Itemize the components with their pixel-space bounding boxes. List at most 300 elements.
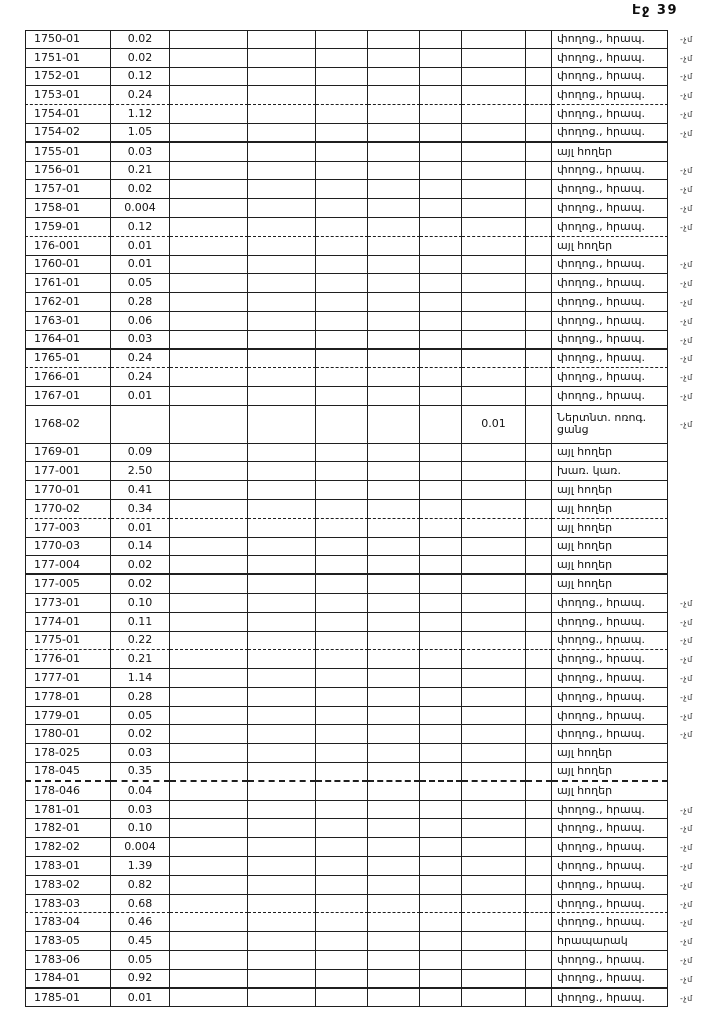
table-row <box>25 650 704 669</box>
empty-cell <box>420 895 462 914</box>
parcel-id-cell: 1753-01 <box>25 86 111 105</box>
empty-cell <box>248 387 316 406</box>
area-value-cell: 0.01 <box>111 989 170 1008</box>
empty-cell <box>420 594 462 613</box>
empty-cell <box>170 970 248 989</box>
empty-cell <box>248 782 316 801</box>
area-value-cell: 0.09 <box>111 444 170 463</box>
empty-cell <box>248 444 316 463</box>
table-row <box>25 895 704 914</box>
empty-cell <box>248 180 316 199</box>
parcel-id-cell: 1754-02 <box>25 124 111 143</box>
land-usage-cell: փողոց., հրապ. <box>552 387 668 406</box>
empty-cell <box>316 387 368 406</box>
empty-cell <box>170 519 248 538</box>
empty-cell <box>526 519 552 538</box>
land-usage-cell: փողոց., հրապ. <box>552 951 668 970</box>
margin-note <box>668 444 704 463</box>
land-usage-cell: այլ հողեր <box>552 538 668 557</box>
table-row <box>25 368 704 387</box>
empty-cell <box>368 970 420 989</box>
empty-cell <box>526 86 552 105</box>
empty-cell <box>420 105 462 124</box>
empty-cell <box>316 500 368 519</box>
empty-cell <box>526 180 552 199</box>
margin-note: -չմ <box>680 72 693 82</box>
area-value-cell: 0.05 <box>111 707 170 726</box>
margin-note: -չմ <box>680 34 693 44</box>
parcel-id-cell: 1783-03 <box>25 895 111 914</box>
secondary-area-cell <box>462 575 526 594</box>
empty-cell <box>526 594 552 613</box>
empty-cell <box>368 857 420 876</box>
empty-cell <box>526 162 552 181</box>
empty-cell <box>526 970 552 989</box>
table-row <box>25 274 704 293</box>
empty-cell <box>170 331 248 350</box>
land-usage-cell: փողոց., հրապ. <box>552 331 668 350</box>
empty-cell <box>248 632 316 651</box>
empty-cell <box>420 312 462 331</box>
parcel-id-cell: 1761-01 <box>25 274 111 293</box>
parcel-id-cell: 1783-05 <box>25 932 111 951</box>
secondary-area-cell <box>462 556 526 575</box>
empty-cell <box>248 707 316 726</box>
margin-note: -չմ <box>680 260 693 270</box>
margin-note: -չմ <box>680 636 693 646</box>
empty-cell <box>170 632 248 651</box>
area-value-cell: 0.05 <box>111 951 170 970</box>
empty-cell <box>248 406 316 444</box>
table-row <box>25 256 704 275</box>
empty-cell <box>368 481 420 500</box>
empty-cell <box>420 500 462 519</box>
empty-cell <box>170 744 248 763</box>
land-usage-cell: Ներտնտ. ոռոգ. ցանց <box>552 406 668 444</box>
margin-note <box>668 481 704 500</box>
empty-cell <box>526 331 552 350</box>
table-row <box>25 105 704 124</box>
empty-cell <box>420 650 462 669</box>
empty-cell <box>170 462 248 481</box>
land-usage-cell: այլ հողեր <box>552 575 668 594</box>
margin-note: -չմ <box>680 53 693 63</box>
empty-cell <box>316 143 368 162</box>
empty-cell <box>526 293 552 312</box>
empty-cell <box>316 68 368 87</box>
empty-cell <box>420 857 462 876</box>
empty-cell <box>248 331 316 350</box>
empty-cell <box>368 331 420 350</box>
empty-cell <box>420 632 462 651</box>
secondary-area-cell <box>462 989 526 1008</box>
parcel-id-cell: 1770-03 <box>25 538 111 557</box>
land-usage-cell: հրապարակ <box>552 932 668 951</box>
empty-cell <box>420 669 462 688</box>
empty-cell <box>170 49 248 68</box>
margin-note: -չմ <box>680 918 693 928</box>
empty-cell <box>316 256 368 275</box>
empty-cell <box>316 350 368 369</box>
empty-cell <box>368 500 420 519</box>
secondary-area-cell: 0.01 <box>462 406 526 444</box>
empty-cell <box>526 350 552 369</box>
empty-cell <box>526 256 552 275</box>
parcel-id-cell: 1750-01 <box>25 30 111 49</box>
empty-cell <box>316 180 368 199</box>
parcel-id-cell: 1752-01 <box>25 68 111 87</box>
area-value-cell: 0.05 <box>111 274 170 293</box>
margin-note: -չմ <box>680 824 693 834</box>
table-row <box>25 519 704 538</box>
area-value-cell: 0.24 <box>111 350 170 369</box>
land-usage-cell: փողոց., հրապ. <box>552 913 668 932</box>
empty-cell <box>170 143 248 162</box>
margin-note: -չմ <box>680 974 693 984</box>
secondary-area-cell <box>462 368 526 387</box>
secondary-area-cell <box>462 444 526 463</box>
parcel-id-cell: 1768-02 <box>25 406 111 444</box>
secondary-area-cell <box>462 481 526 500</box>
secondary-area-cell <box>462 387 526 406</box>
table-row <box>25 350 704 369</box>
empty-cell <box>170 30 248 49</box>
parcel-id-cell: 177-001 <box>25 462 111 481</box>
empty-cell <box>170 481 248 500</box>
table-row <box>25 594 704 613</box>
area-value-cell: 0.68 <box>111 895 170 914</box>
area-value-cell: 0.01 <box>111 256 170 275</box>
empty-cell <box>526 481 552 500</box>
land-usage-cell: փողոց., հրապ. <box>552 162 668 181</box>
empty-cell <box>526 857 552 876</box>
area-value-cell: 0.12 <box>111 68 170 87</box>
parcel-id-cell: 1783-02 <box>25 876 111 895</box>
empty-cell <box>170 124 248 143</box>
empty-cell <box>170 951 248 970</box>
empty-cell <box>526 556 552 575</box>
margin-note: -չմ <box>680 316 693 326</box>
empty-cell <box>316 406 368 444</box>
empty-cell <box>248 49 316 68</box>
margin-note: -չմ <box>680 392 693 402</box>
empty-cell <box>368 444 420 463</box>
empty-cell <box>248 650 316 669</box>
area-value-cell: 0.04 <box>111 782 170 801</box>
secondary-area-cell <box>462 331 526 350</box>
parcel-id-cell: 1766-01 <box>25 368 111 387</box>
empty-cell <box>526 237 552 256</box>
empty-cell <box>420 406 462 444</box>
table-row <box>25 613 704 632</box>
parcel-id-cell: 1758-01 <box>25 199 111 218</box>
empty-cell <box>170 162 248 181</box>
empty-cell <box>170 688 248 707</box>
land-usage-cell: այլ հողեր <box>552 500 668 519</box>
secondary-area-cell <box>462 312 526 331</box>
empty-cell <box>368 105 420 124</box>
table-row <box>25 387 704 406</box>
empty-cell <box>368 575 420 594</box>
table-row <box>25 632 704 651</box>
empty-cell <box>316 895 368 914</box>
empty-cell <box>368 688 420 707</box>
empty-cell <box>170 556 248 575</box>
empty-cell <box>170 819 248 838</box>
table-row <box>25 951 704 970</box>
empty-cell <box>170 86 248 105</box>
empty-cell <box>316 162 368 181</box>
table-row <box>25 989 704 1008</box>
margin-note: -չմ <box>680 279 693 289</box>
secondary-area-cell <box>462 105 526 124</box>
secondary-area-cell <box>462 632 526 651</box>
table-row <box>25 707 704 726</box>
area-value-cell: 0.02 <box>111 575 170 594</box>
empty-cell <box>248 895 316 914</box>
empty-cell <box>526 989 552 1008</box>
table-row <box>25 462 704 481</box>
empty-cell <box>420 913 462 932</box>
margin-note: -չմ <box>680 335 693 345</box>
empty-cell <box>526 744 552 763</box>
secondary-area-cell <box>462 462 526 481</box>
table-row <box>25 199 704 218</box>
margin-note: -չմ <box>680 692 693 702</box>
empty-cell <box>368 838 420 857</box>
margin-note <box>668 782 704 801</box>
parcel-id-cell: 1779-01 <box>25 707 111 726</box>
land-usage-cell: փողոց., հրապ. <box>552 312 668 331</box>
empty-cell <box>248 68 316 87</box>
table-row <box>25 913 704 932</box>
empty-cell <box>420 819 462 838</box>
empty-cell <box>248 462 316 481</box>
empty-cell <box>248 350 316 369</box>
empty-cell <box>248 124 316 143</box>
area-value-cell: 0.14 <box>111 538 170 557</box>
empty-cell <box>170 500 248 519</box>
empty-cell <box>248 256 316 275</box>
margin-note <box>668 763 704 782</box>
area-value-cell: 0.02 <box>111 30 170 49</box>
area-value-cell: 0.01 <box>111 387 170 406</box>
empty-cell <box>316 650 368 669</box>
table-body <box>25 30 704 1007</box>
empty-cell <box>420 444 462 463</box>
table-row <box>25 538 704 557</box>
table-row <box>25 782 704 801</box>
empty-cell <box>248 763 316 782</box>
secondary-area-cell <box>462 650 526 669</box>
area-value-cell: 1.14 <box>111 669 170 688</box>
empty-cell <box>526 124 552 143</box>
land-usage-cell: փողոց., հրապ. <box>552 895 668 914</box>
land-usage-cell: այլ հողեր <box>552 744 668 763</box>
area-value-cell: 1.05 <box>111 124 170 143</box>
secondary-area-cell <box>462 763 526 782</box>
margin-note: -չմ <box>680 673 693 683</box>
empty-cell <box>248 105 316 124</box>
empty-cell <box>420 519 462 538</box>
parcel-id-cell: 1773-01 <box>25 594 111 613</box>
land-usage-cell: այլ հողեր <box>552 237 668 256</box>
empty-cell <box>316 237 368 256</box>
empty-cell <box>526 218 552 237</box>
empty-cell <box>170 105 248 124</box>
empty-cell <box>368 744 420 763</box>
empty-cell <box>526 632 552 651</box>
empty-cell <box>368 594 420 613</box>
table-row <box>25 180 704 199</box>
empty-cell <box>420 331 462 350</box>
empty-cell <box>420 68 462 87</box>
empty-cell <box>248 274 316 293</box>
secondary-area-cell <box>462 218 526 237</box>
secondary-area-cell <box>462 707 526 726</box>
empty-cell <box>316 669 368 688</box>
empty-cell <box>526 650 552 669</box>
empty-cell <box>170 180 248 199</box>
parcel-id-cell: 1769-01 <box>25 444 111 463</box>
land-usage-cell: փողոց., հրապ. <box>552 86 668 105</box>
margin-note: -չմ <box>680 730 693 740</box>
empty-cell <box>420 237 462 256</box>
empty-cell <box>170 989 248 1008</box>
land-usage-cell: փողոց., հրապ. <box>552 707 668 726</box>
parcel-id-cell: 1759-01 <box>25 218 111 237</box>
empty-cell <box>316 913 368 932</box>
margin-note: -չմ <box>680 128 693 138</box>
empty-cell <box>368 293 420 312</box>
empty-cell <box>248 368 316 387</box>
secondary-area-cell <box>462 68 526 87</box>
empty-cell <box>368 49 420 68</box>
empty-cell <box>170 218 248 237</box>
empty-cell <box>316 932 368 951</box>
land-usage-cell: փողոց., հրապ. <box>552 293 668 312</box>
empty-cell <box>368 782 420 801</box>
empty-cell <box>526 707 552 726</box>
empty-cell <box>526 462 552 481</box>
parcel-id-cell: 1765-01 <box>25 350 111 369</box>
table-row <box>25 500 704 519</box>
empty-cell <box>420 49 462 68</box>
empty-cell <box>368 86 420 105</box>
empty-cell <box>420 763 462 782</box>
empty-cell <box>526 669 552 688</box>
empty-cell <box>526 838 552 857</box>
empty-cell <box>170 312 248 331</box>
empty-cell <box>248 86 316 105</box>
empty-cell <box>526 444 552 463</box>
table-row <box>25 876 704 895</box>
land-usage-cell: այլ հողեր <box>552 481 668 500</box>
parcel-id-cell: 177-005 <box>25 575 111 594</box>
secondary-area-cell <box>462 162 526 181</box>
parcel-id-cell: 1783-04 <box>25 913 111 932</box>
empty-cell <box>420 368 462 387</box>
land-usage-cell: փողոց., հրապ. <box>552 725 668 744</box>
margin-note: -չմ <box>680 861 693 871</box>
land-usage-cell: փողոց., հրապ. <box>552 632 668 651</box>
parcel-id-cell: 1767-01 <box>25 387 111 406</box>
empty-cell <box>526 49 552 68</box>
empty-cell <box>316 481 368 500</box>
margin-note <box>668 744 704 763</box>
empty-cell <box>368 876 420 895</box>
empty-cell <box>170 801 248 820</box>
table-row <box>25 293 704 312</box>
empty-cell <box>316 989 368 1008</box>
empty-cell <box>368 180 420 199</box>
parcel-id-cell: 177-003 <box>25 519 111 538</box>
empty-cell <box>248 30 316 49</box>
empty-cell <box>420 838 462 857</box>
margin-note: -չմ <box>680 880 693 890</box>
empty-cell <box>368 30 420 49</box>
area-value-cell: 0.92 <box>111 970 170 989</box>
empty-cell <box>420 274 462 293</box>
empty-cell <box>368 350 420 369</box>
empty-cell <box>368 462 420 481</box>
secondary-area-cell <box>462 49 526 68</box>
empty-cell <box>316 312 368 331</box>
area-value-cell: 0.35 <box>111 763 170 782</box>
land-usage-cell: փողոց., հրապ. <box>552 838 668 857</box>
margin-note <box>668 519 704 538</box>
parcel-id-cell: 1783-06 <box>25 951 111 970</box>
area-value-cell: 0.004 <box>111 199 170 218</box>
empty-cell <box>316 218 368 237</box>
parcel-id-cell: 1763-01 <box>25 312 111 331</box>
empty-cell <box>316 688 368 707</box>
area-value-cell: 0.02 <box>111 556 170 575</box>
empty-cell <box>170 932 248 951</box>
empty-cell <box>420 293 462 312</box>
empty-cell <box>316 556 368 575</box>
empty-cell <box>526 368 552 387</box>
area-value-cell: 0.21 <box>111 162 170 181</box>
parcel-id-cell: 1774-01 <box>25 613 111 632</box>
empty-cell <box>248 857 316 876</box>
empty-cell <box>248 913 316 932</box>
empty-cell <box>170 406 248 444</box>
land-usage-cell: փողոց., հրապ. <box>552 650 668 669</box>
empty-cell <box>170 838 248 857</box>
empty-cell <box>368 895 420 914</box>
area-value-cell: 0.34 <box>111 500 170 519</box>
empty-cell <box>526 274 552 293</box>
empty-cell <box>526 68 552 87</box>
empty-cell <box>368 913 420 932</box>
empty-cell <box>248 669 316 688</box>
margin-note <box>668 500 704 519</box>
empty-cell <box>170 857 248 876</box>
table-row <box>25 143 704 162</box>
empty-cell <box>420 989 462 1008</box>
empty-cell <box>368 368 420 387</box>
margin-note: -չմ <box>680 204 693 214</box>
secondary-area-cell <box>462 876 526 895</box>
empty-cell <box>170 782 248 801</box>
empty-cell <box>420 556 462 575</box>
secondary-area-cell <box>462 895 526 914</box>
empty-cell <box>170 538 248 557</box>
land-usage-cell: այլ հողեր <box>552 519 668 538</box>
parcel-id-cell: 1780-01 <box>25 725 111 744</box>
empty-cell <box>368 989 420 1008</box>
